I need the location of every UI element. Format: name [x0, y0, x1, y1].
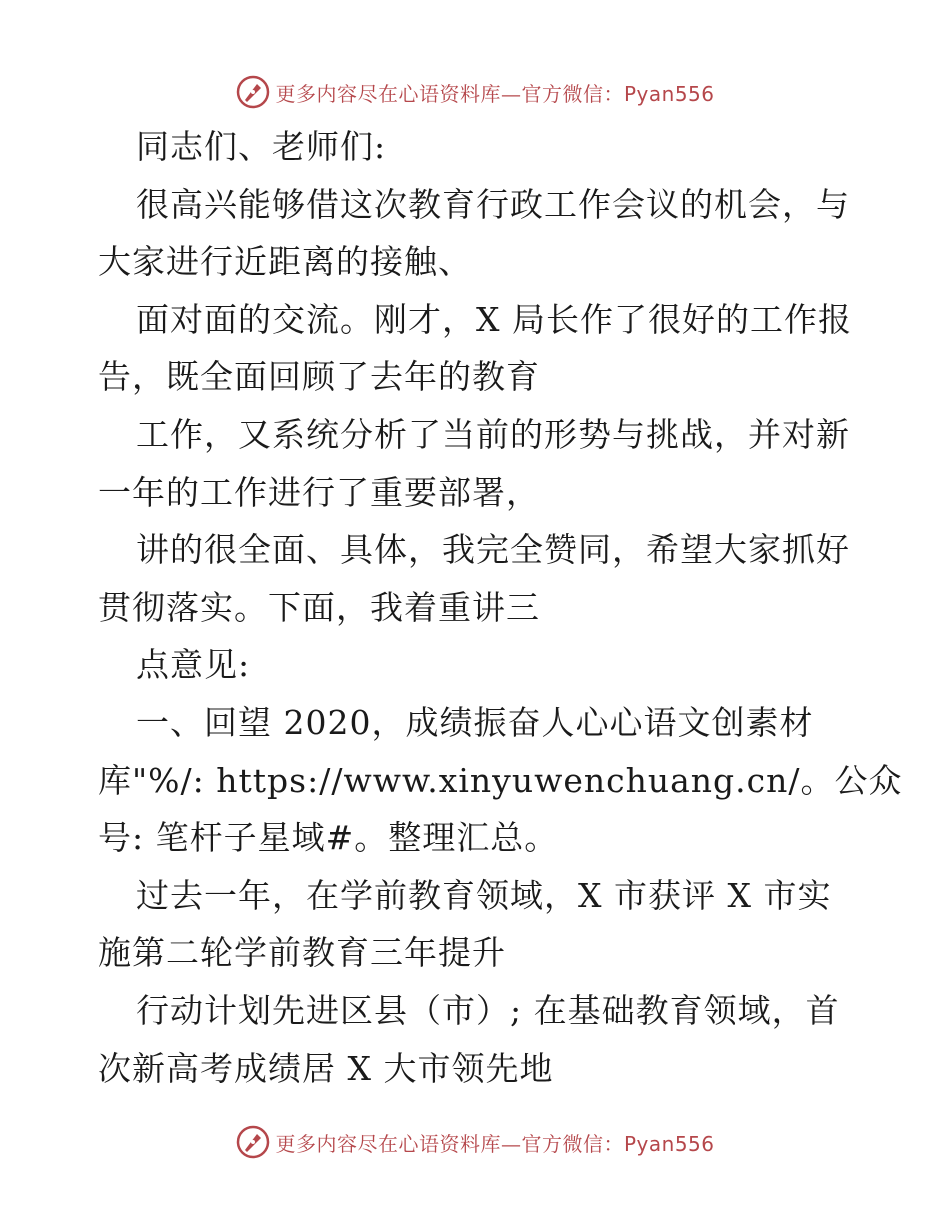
banner-text: 更多内容尽在心语资料库—官方微信：Pyan556 — [275, 81, 715, 106]
text-line: 面对面的交流。刚才，X 局长作了很好的工作报 — [136, 299, 852, 339]
banner-text: 更多内容尽在心语资料库—官方微信：Pyan556 — [275, 1131, 715, 1156]
pen-nib-logo-icon — [235, 74, 271, 110]
document-body — [98, 118, 903, 1097]
text-line: 工作，又系统分析了当前的形势与挑战，并对新 — [136, 414, 850, 454]
text-line: 库"%/: https://www.xinyuwenchuang.cn/。公众 — [98, 760, 903, 800]
text-line: 同志们、老师们: — [136, 127, 387, 166]
text-line: 点意见: — [136, 645, 251, 685]
text-line: 贯彻落实。下面，我着重讲三 — [98, 587, 540, 627]
text-line: 行动计划先进区县（市）; 在基础教育领域，首 — [136, 990, 840, 1030]
text-line: 次新高考成绩居 X 大市领先地 — [98, 1048, 554, 1088]
text-line: 过去一年，在学前教育领域，X 市获评 X 市实 — [136, 875, 832, 915]
text-line: 号: 笔杆子星域#。整理汇总。 — [98, 818, 559, 858]
text-line: 一、回望 2020，成绩振奋人心心语文创素材 — [136, 702, 814, 742]
pen-nib-logo-icon — [235, 1124, 271, 1160]
footer-banner — [0, 1122, 950, 1162]
text-line: 一年的工作进行了重要部署， — [98, 472, 540, 512]
text-line: 讲的很全面、具体，我完全赞同，希望大家抓好 — [136, 530, 850, 570]
header-banner — [0, 72, 950, 112]
text-line: 大家进行近距离的接触、 — [98, 242, 472, 282]
text-line: 告，既全面回顾了去年的教育 — [98, 357, 540, 397]
text-line: 施第二轮学前教育三年提升 — [98, 933, 506, 973]
text-line: 很高兴能够借这次教育行政工作会议的机会，与 — [136, 184, 850, 224]
